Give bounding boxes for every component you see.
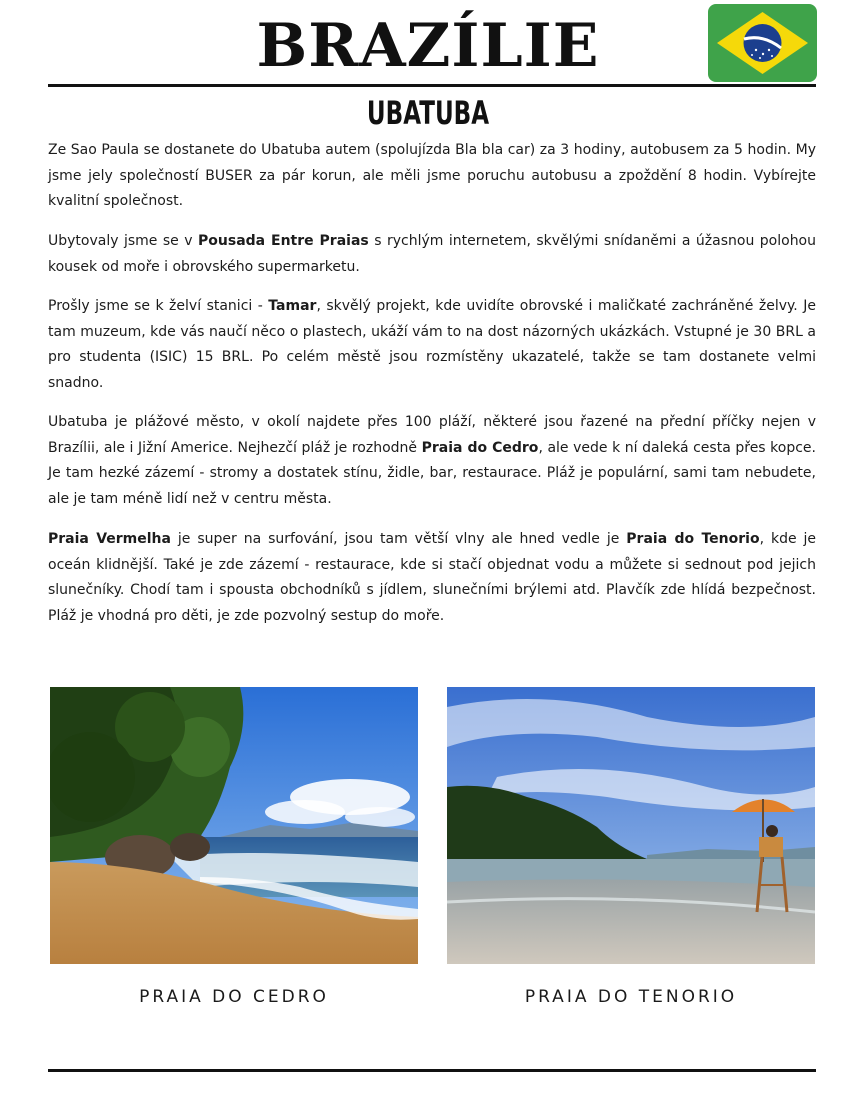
bold-place-name: Tamar xyxy=(268,298,317,314)
paragraph-text: , skvělý projekt, kde uvidíte obrovské i maličkaté zachráněné želvy. Je tam muzeum, kde vás naučí něco o plastech, ukáží vám to na dost názorných ukázkách. Vstupné je 30 BRL a pro studenta (ISIC) 15 BRL. Po celém městě jsou rozmístěny ukazatelé, takže se tam dostanete velmi snadno. xyxy=(48,298,816,392)
brazil-flag-icon xyxy=(708,4,817,82)
photo-praia-do-cedro xyxy=(50,687,418,964)
paragraph-turtle-station xyxy=(48,294,816,397)
paragraph-text: Ze Sao Paula se dostanete do Ubatuba autem (spolujízda Bla bla car) za 3 hodiny, autobusem za 5 hodin. My jsme jely společností BUSER za pár korun, ale měli jsme poruchu autobusu a zpoždění 8 hodin. Vybírejte kvalitní společnost. xyxy=(48,142,816,210)
paragraph-text: Prošly jsme se k želví stanici - xyxy=(48,298,269,314)
paragraph-beaches xyxy=(48,410,816,513)
header-divider xyxy=(48,84,816,87)
photo-praia-do-tenorio xyxy=(447,687,815,964)
footer-divider xyxy=(48,1069,816,1072)
paragraph-text: Ubatuba je plážové město, v okolí najdete přes 100 pláží, některé jsou řazené na přední příčky nejen v Brazílii, ale i Jižní Americe. Nejhezčí pláž je rozhodně xyxy=(48,414,816,456)
bold-place-name: Praia do Cedro xyxy=(421,439,539,456)
paragraph-text: je super na surfování, jsou tam větší vlny ale hned vedle je xyxy=(170,531,627,547)
bold-place-name: Praia Vermelha xyxy=(48,531,171,547)
paragraph-text: , kde je oceán klidnější. Také je zde zázemí - restaurace, kde si stačí objednat vodu a můžete si sednout pod jejich slunečníky. Chodí tam i spousta obchodníků s jídlem, slunečními brýlemi atd. Plavčík zde hlídá bezpečnost. Pláž je vhodná pro děti, je zde pozvolný sestup do moře. xyxy=(48,531,816,625)
section-title: UBATUBA xyxy=(366,94,490,132)
page-title: BRAZÍLIE xyxy=(256,11,600,81)
paragraph-travel xyxy=(48,138,816,215)
caption-praia-do-cedro: PRAIA DO CEDRO xyxy=(139,987,329,1007)
bold-place-name: Pousada Entre Praias xyxy=(198,233,369,249)
paragraph-text: Ubytovaly jsme se v xyxy=(48,233,199,249)
caption-praia-do-tenorio: PRAIA DO TENORIO xyxy=(524,987,738,1007)
paragraph-surfing xyxy=(48,527,816,630)
paragraph-accommodation xyxy=(48,229,816,280)
paragraph-text: s rychlým internetem, skvělými snídaněmi a úžasnou polohou kousek od moře i obrovského supermarketu. xyxy=(48,233,816,275)
paragraph-text: , ale vede k ní daleká cesta přes kopce. Je tam hezké zázemí - stromy a dostatek stínu, židle, bar, restaurace. Pláž je populární, sami tam nebudete, ale je tam méně lidí než v centru města. xyxy=(48,439,816,508)
bold-place-name: Praia do Tenorio xyxy=(626,531,760,547)
